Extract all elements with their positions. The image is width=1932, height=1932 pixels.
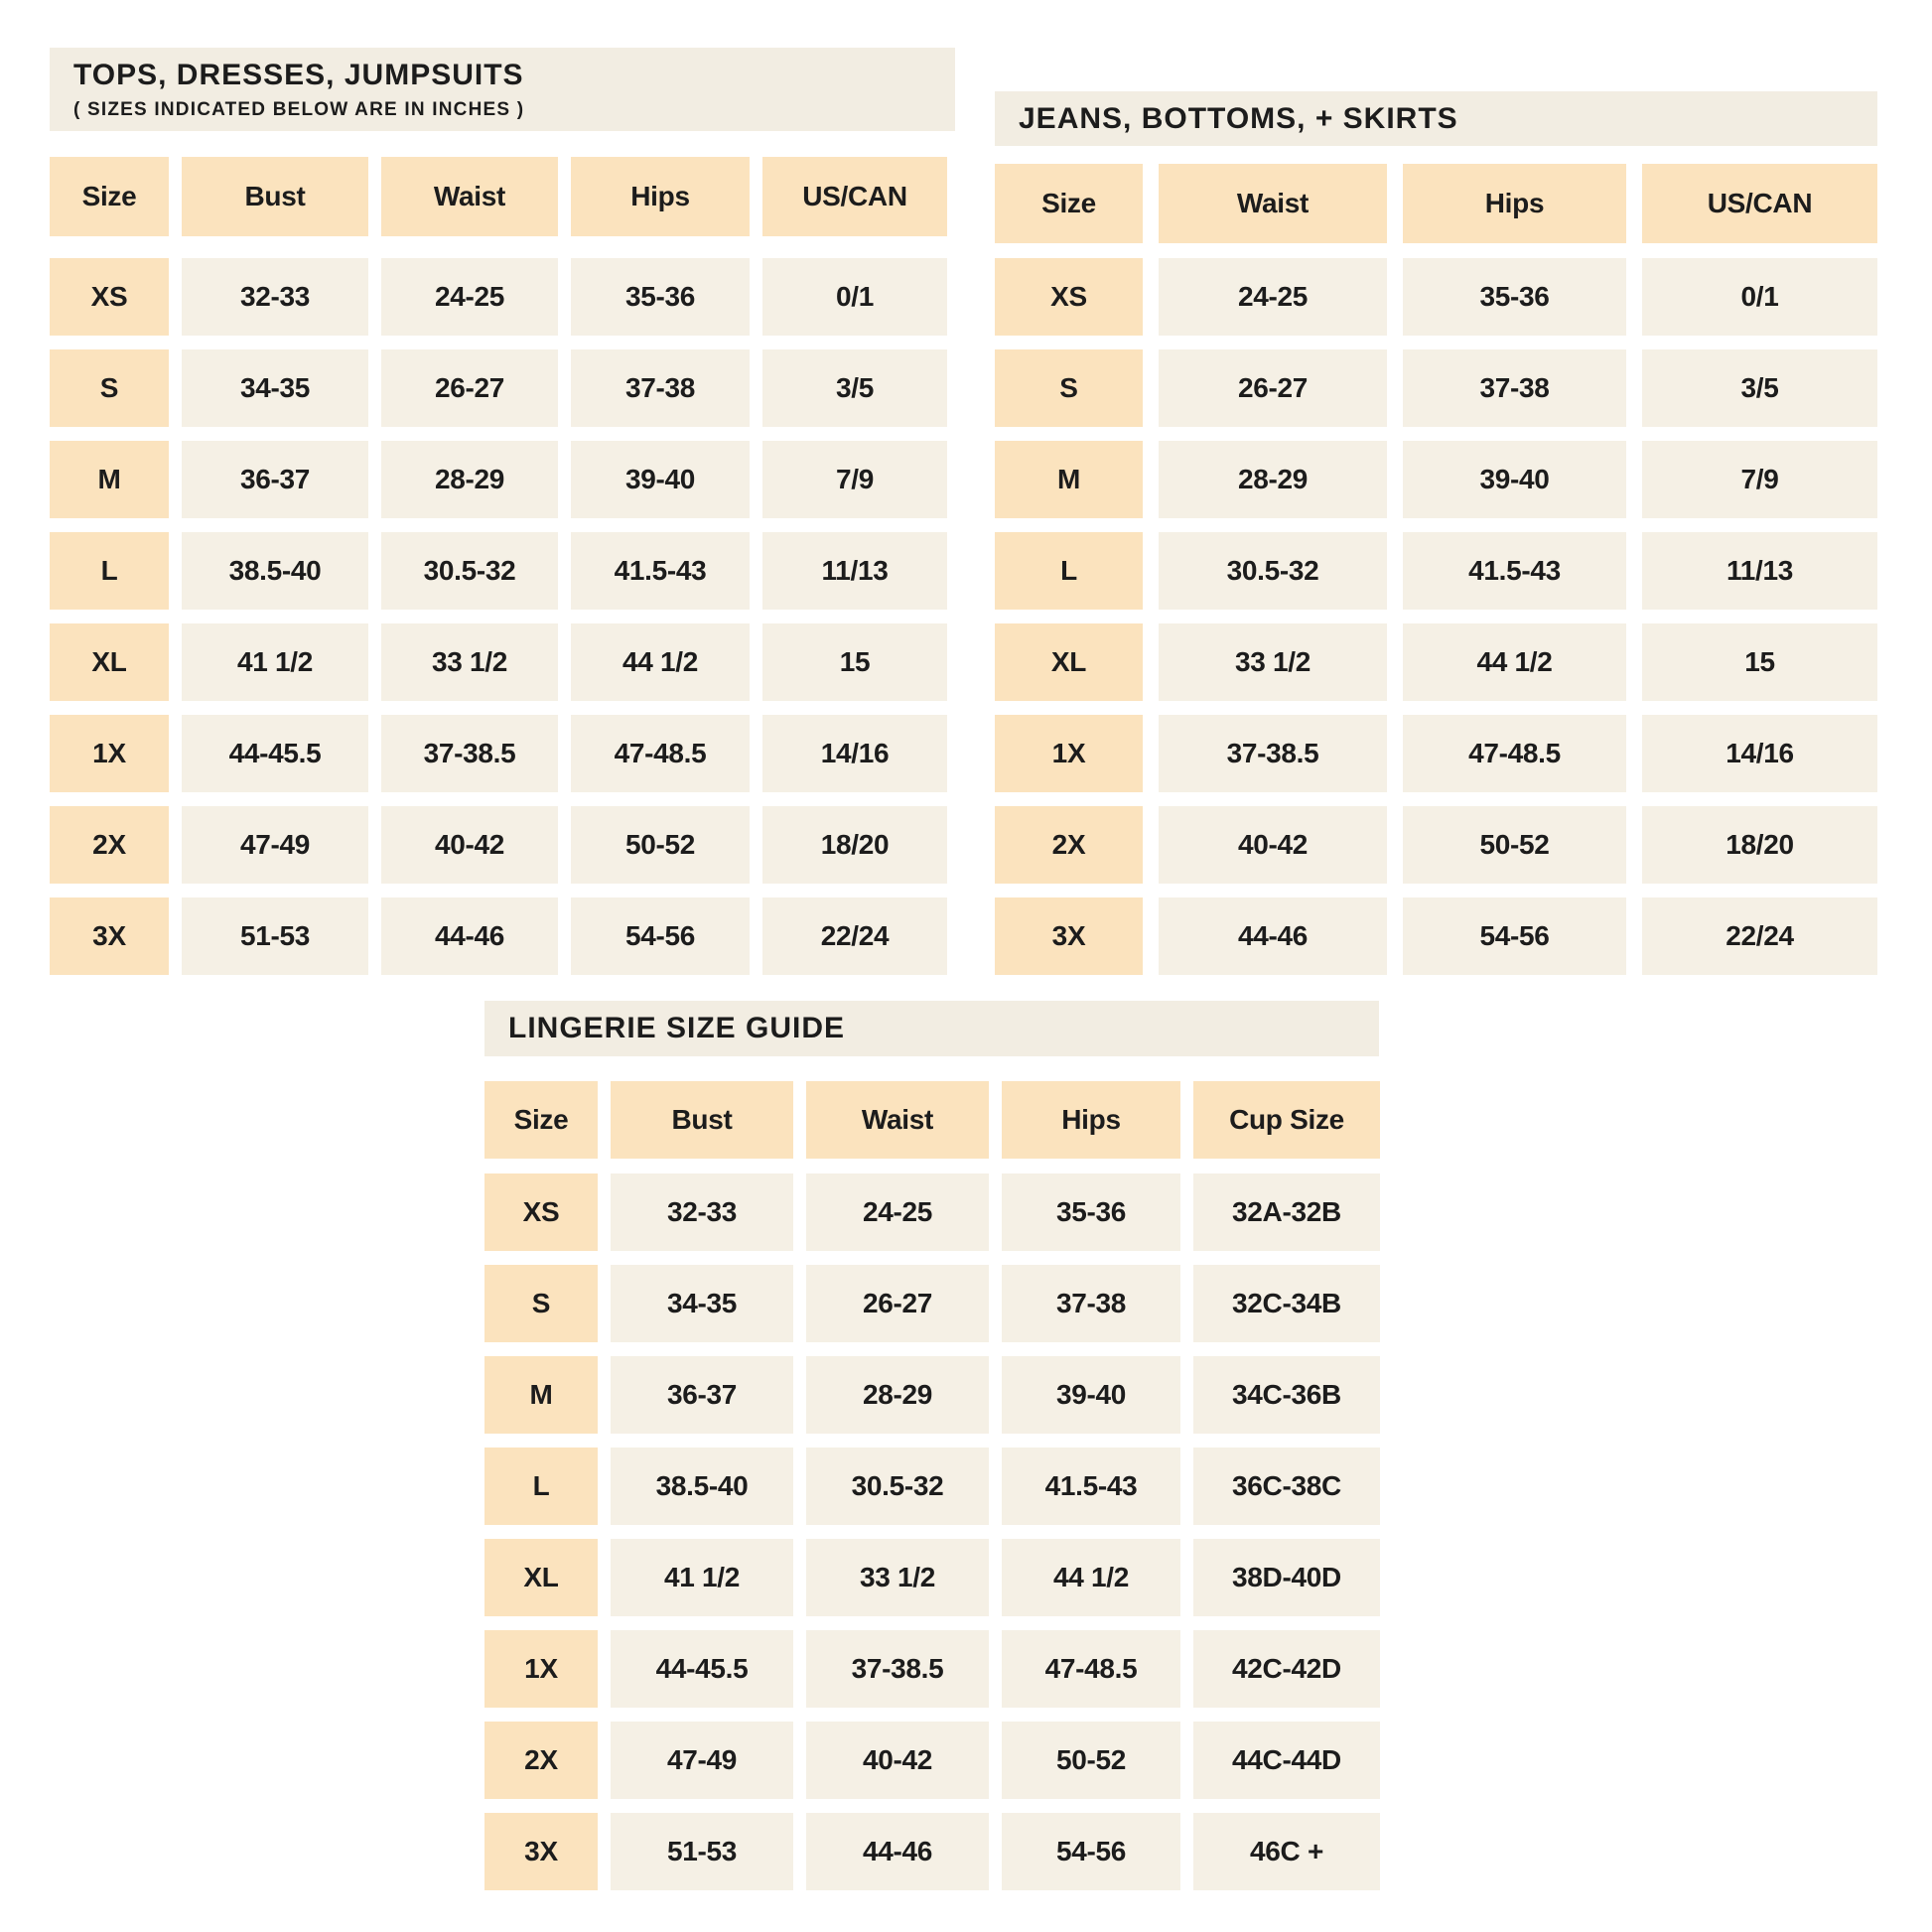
measurement-value-cell: 44 1/2 (571, 623, 750, 701)
measurement-value-cell: 40-42 (1159, 806, 1387, 884)
measurement-value-cell: 33 1/2 (1159, 623, 1387, 701)
measurement-value-cell: 32-33 (611, 1173, 793, 1251)
size-table-tops-dresses-jumpsuits (50, 48, 955, 975)
measurement-value-cell: 3/5 (1642, 349, 1877, 427)
measurement-value-cell: 41.5-43 (571, 532, 750, 610)
measurement-value-cell: 41 1/2 (611, 1539, 793, 1616)
measurement-value-cell: 28-29 (381, 441, 558, 518)
measurement-value-cell: 35-36 (571, 258, 750, 336)
column-header-us-can: US/CAN (1642, 164, 1877, 243)
measurement-value-cell: 39-40 (1403, 441, 1626, 518)
measurement-value-cell: 38.5-40 (182, 532, 368, 610)
size-label-cell: 1X (995, 715, 1143, 792)
measurement-value-cell: 44C-44D (1193, 1722, 1380, 1799)
measurement-value-cell: 34-35 (182, 349, 368, 427)
size-label-cell: S (995, 349, 1143, 427)
measurement-value-cell: 50-52 (1403, 806, 1626, 884)
measurement-value-cell: 14/16 (762, 715, 947, 792)
measurement-value-cell: 41.5-43 (1403, 532, 1626, 610)
lingerie-table-title: LINGERIE SIZE GUIDE (508, 1012, 846, 1044)
measurement-value-cell: 7/9 (762, 441, 947, 518)
measurement-value-cell: 7/9 (1642, 441, 1877, 518)
measurement-value-cell: 11/13 (1642, 532, 1877, 610)
measurement-value-cell: 30.5-32 (381, 532, 558, 610)
measurement-value-cell: 33 1/2 (806, 1539, 989, 1616)
measurement-value-cell: 0/1 (1642, 258, 1877, 336)
size-label-cell: XL (50, 623, 169, 701)
size-label-cell: L (484, 1448, 598, 1525)
measurement-value-cell: 24-25 (1159, 258, 1387, 336)
tops-header-row (50, 157, 955, 236)
measurement-value-cell: 15 (762, 623, 947, 701)
measurement-value-cell: 37-38 (1403, 349, 1626, 427)
measurement-value-cell: 47-49 (611, 1722, 793, 1799)
column-header-us-can: US/CAN (762, 157, 947, 236)
measurement-value-cell: 36C-38C (1193, 1448, 1380, 1525)
measurement-value-cell: 36-37 (611, 1356, 793, 1434)
measurement-value-cell: 44-45.5 (611, 1630, 793, 1708)
measurement-value-cell: 44 1/2 (1002, 1539, 1180, 1616)
size-label-cell: XS (484, 1173, 598, 1251)
size-label-cell: 1X (50, 715, 169, 792)
column-header-size: Size (50, 157, 169, 236)
size-label-cell: 2X (484, 1722, 598, 1799)
jeans-title-bar (995, 91, 1877, 146)
measurement-value-cell: 40-42 (806, 1722, 989, 1799)
measurement-value-cell: 47-49 (182, 806, 368, 884)
measurement-value-cell: 18/20 (762, 806, 947, 884)
measurement-value-cell: 42C-42D (1193, 1630, 1380, 1708)
measurement-value-cell: 40-42 (381, 806, 558, 884)
size-label-cell: 1X (484, 1630, 598, 1708)
jeans-header-row (995, 164, 1877, 243)
measurement-value-cell: 36-37 (182, 441, 368, 518)
column-header-bust: Bust (611, 1081, 793, 1159)
column-header-bust: Bust (182, 157, 368, 236)
measurement-value-cell: 28-29 (806, 1356, 989, 1434)
measurement-value-cell: 34C-36B (1193, 1356, 1380, 1434)
measurement-value-cell: 26-27 (381, 349, 558, 427)
measurement-value-cell: 41.5-43 (1002, 1448, 1180, 1525)
size-label-cell: M (484, 1356, 598, 1434)
size-label-cell: 3X (484, 1813, 598, 1890)
tops-title-bar (50, 48, 955, 131)
lingerie-title-bar (484, 1001, 1379, 1056)
measurement-value-cell: 22/24 (762, 897, 947, 975)
size-label-cell: M (995, 441, 1143, 518)
size-label-cell: XL (484, 1539, 598, 1616)
size-label-cell: 2X (50, 806, 169, 884)
measurement-value-cell: 33 1/2 (381, 623, 558, 701)
measurement-value-cell: 54-56 (1403, 897, 1626, 975)
column-header-cup-size: Cup Size (1193, 1081, 1380, 1159)
measurement-value-cell: 50-52 (571, 806, 750, 884)
measurement-value-cell: 38D-40D (1193, 1539, 1380, 1616)
measurement-value-cell: 37-38 (571, 349, 750, 427)
measurement-value-cell: 46C + (1193, 1813, 1380, 1890)
measurement-value-cell: 26-27 (806, 1265, 989, 1342)
size-label-cell: S (50, 349, 169, 427)
jeans-body-rows (995, 258, 1877, 975)
measurement-value-cell: 44-45.5 (182, 715, 368, 792)
column-header-size: Size (484, 1081, 598, 1159)
column-header-size: Size (995, 164, 1143, 243)
measurement-value-cell: 37-38.5 (381, 715, 558, 792)
measurement-value-cell: 38.5-40 (611, 1448, 793, 1525)
measurement-value-cell: 28-29 (1159, 441, 1387, 518)
measurement-value-cell: 44-46 (806, 1813, 989, 1890)
measurement-value-cell: 39-40 (571, 441, 750, 518)
measurement-value-cell: 11/13 (762, 532, 947, 610)
tops-table-subtitle: ( SIZES INDICATED BELOW ARE IN INCHES ) (73, 98, 525, 120)
size-table-jeans-bottoms-skirts (995, 91, 1877, 975)
measurement-value-cell: 0/1 (762, 258, 947, 336)
lingerie-body-rows (484, 1173, 1379, 1890)
size-label-cell: 3X (995, 897, 1143, 975)
measurement-value-cell: 34-35 (611, 1265, 793, 1342)
measurement-value-cell: 18/20 (1642, 806, 1877, 884)
column-header-waist: Waist (806, 1081, 989, 1159)
size-label-cell: 2X (995, 806, 1143, 884)
measurement-value-cell: 50-52 (1002, 1722, 1180, 1799)
tops-table-title: TOPS, DRESSES, JUMPSUITS (73, 58, 524, 91)
measurement-value-cell: 54-56 (571, 897, 750, 975)
measurement-value-cell: 32A-32B (1193, 1173, 1380, 1251)
measurement-value-cell: 47-48.5 (571, 715, 750, 792)
measurement-value-cell: 26-27 (1159, 349, 1387, 427)
size-label-cell: XS (50, 258, 169, 336)
jeans-table-title: JEANS, BOTTOMS, + SKIRTS (1019, 101, 1458, 135)
tops-body-rows (50, 258, 955, 975)
size-label-cell: XS (995, 258, 1143, 336)
measurement-value-cell: 35-36 (1002, 1173, 1180, 1251)
column-header-hips: Hips (1002, 1081, 1180, 1159)
measurement-value-cell: 51-53 (182, 897, 368, 975)
measurement-value-cell: 51-53 (611, 1813, 793, 1890)
measurement-value-cell: 15 (1642, 623, 1877, 701)
column-header-hips: Hips (571, 157, 750, 236)
measurement-value-cell: 37-38.5 (1159, 715, 1387, 792)
size-label-cell: S (484, 1265, 598, 1342)
measurement-value-cell: 54-56 (1002, 1813, 1180, 1890)
size-table-lingerie (484, 1001, 1379, 1890)
column-header-waist: Waist (381, 157, 558, 236)
measurement-value-cell: 30.5-32 (806, 1448, 989, 1525)
column-header-waist: Waist (1159, 164, 1387, 243)
measurement-value-cell: 32-33 (182, 258, 368, 336)
size-label-cell: L (50, 532, 169, 610)
measurement-value-cell: 39-40 (1002, 1356, 1180, 1434)
measurement-value-cell: 44 1/2 (1403, 623, 1626, 701)
size-label-cell: 3X (50, 897, 169, 975)
measurement-value-cell: 24-25 (806, 1173, 989, 1251)
measurement-value-cell: 41 1/2 (182, 623, 368, 701)
measurement-value-cell: 32C-34B (1193, 1265, 1380, 1342)
lingerie-header-row (484, 1081, 1379, 1159)
measurement-value-cell: 14/16 (1642, 715, 1877, 792)
measurement-value-cell: 3/5 (762, 349, 947, 427)
measurement-value-cell: 24-25 (381, 258, 558, 336)
size-label-cell: M (50, 441, 169, 518)
size-label-cell: L (995, 532, 1143, 610)
measurement-value-cell: 30.5-32 (1159, 532, 1387, 610)
column-header-hips: Hips (1403, 164, 1626, 243)
measurement-value-cell: 44-46 (381, 897, 558, 975)
measurement-value-cell: 44-46 (1159, 897, 1387, 975)
size-label-cell: XL (995, 623, 1143, 701)
measurement-value-cell: 37-38 (1002, 1265, 1180, 1342)
measurement-value-cell: 35-36 (1403, 258, 1626, 336)
measurement-value-cell: 47-48.5 (1403, 715, 1626, 792)
measurement-value-cell: 22/24 (1642, 897, 1877, 975)
measurement-value-cell: 47-48.5 (1002, 1630, 1180, 1708)
measurement-value-cell: 37-38.5 (806, 1630, 989, 1708)
